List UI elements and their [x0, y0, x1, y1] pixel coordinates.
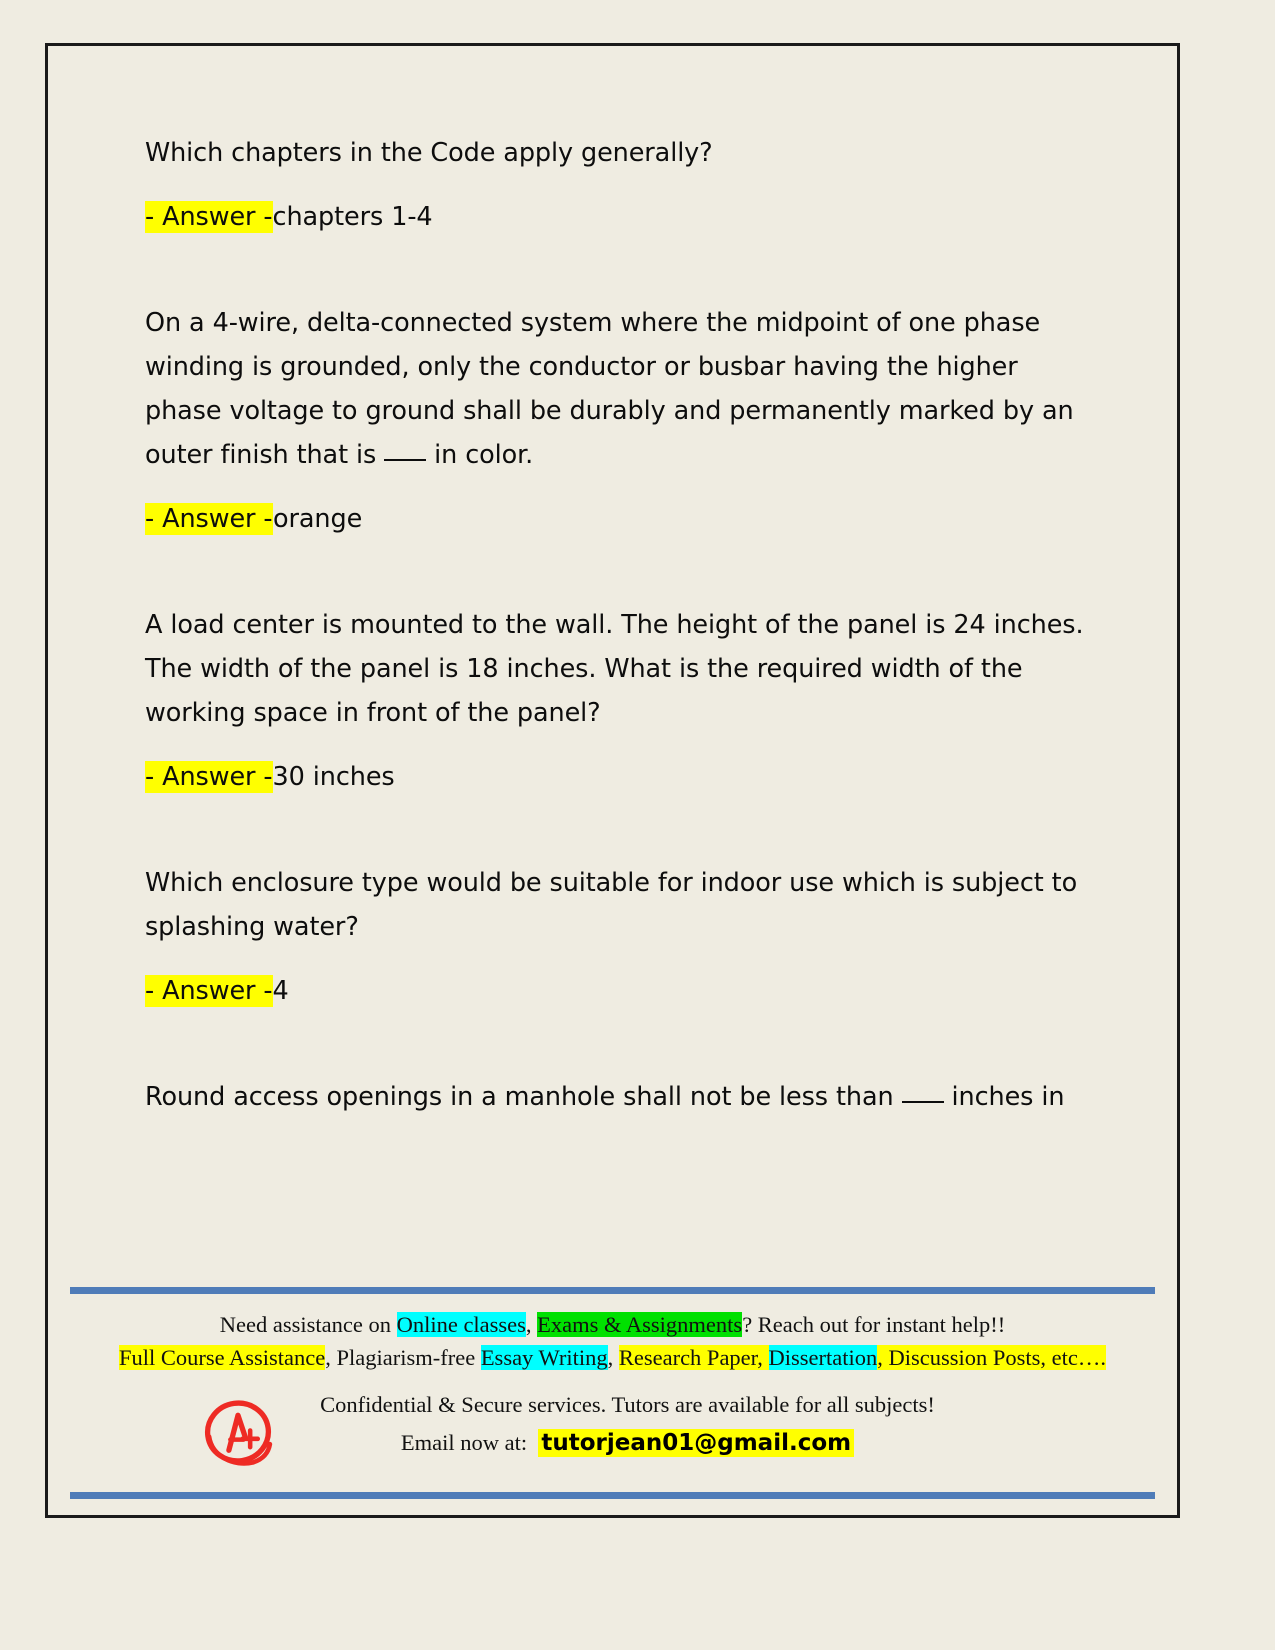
footer-promo-line-2 [70, 1341, 1155, 1374]
question-text [145, 1075, 1085, 1119]
promo-text-1b: , [525, 1312, 538, 1337]
promo-highlight-research-paper: Research Paper, [618, 1345, 769, 1370]
answer-text: 30 inches [272, 762, 395, 792]
answer-line [145, 755, 1085, 799]
qa-block [145, 301, 1085, 541]
qa-block [145, 131, 1085, 239]
question-text: Which chapters in the Code apply generally? [145, 138, 713, 168]
question-text: Which enclosure type would be suitable for indoor use which is subject to splashing water? [145, 868, 1078, 942]
question-text-part1: On a 4-wire, delta-connected system where the midpoint of one phase winding is grounded, only the conductor or busbar having the higher phase voltage to ground shall be durably and permanently marked by an outer finish that is [145, 308, 1074, 470]
footer-tagline: Confidential & Secure services. Tutors are available for all subjects! [320, 1392, 935, 1417]
fill-in-blank [902, 1101, 944, 1103]
document-page [45, 43, 1180, 1518]
answer-label: - Answer - [145, 504, 274, 534]
promo-text-1a: Need assistance on [219, 1312, 397, 1337]
answer-label: - Answer - [145, 202, 273, 232]
question-text: A load center is mounted to the wall. The height of the panel is 24 inches. The width of the panel is 18 inches. What is the required width of the working space in front of the panel? [145, 610, 1084, 728]
promo-highlight-online-classes: Online classes [396, 1312, 526, 1337]
qa-block [145, 603, 1085, 799]
qa-block [145, 861, 1085, 1013]
answer-label: - Answer - [145, 762, 273, 792]
question-text-part2: inches in [943, 1082, 1065, 1112]
footer-top-divider [70, 1287, 1155, 1294]
email-address[interactable]: tutorjean01@gmail.com [538, 1429, 854, 1457]
a-plus-logo-icon [200, 1394, 276, 1470]
promo-highlight-dissertation: Dissertation [768, 1345, 878, 1370]
question-text-part1: Round access openings in a manhole shall not be less than [145, 1082, 902, 1112]
question-text [145, 301, 1085, 477]
fill-in-blank [384, 459, 426, 461]
promo-highlight-discussion-posts: , Discussion Posts, etc…. [877, 1345, 1107, 1370]
question-text-part2: in color. [426, 440, 534, 470]
email-prefix-label: Email now at: [400, 1430, 528, 1455]
answer-line [145, 969, 1085, 1013]
answer-line [145, 497, 1085, 541]
qa-block [145, 1075, 1085, 1119]
promo-highlight-exams-assignments: Exams & Assignments [537, 1312, 743, 1337]
answer-text: orange [273, 504, 363, 534]
promo-text-2a: , Plagiarism-free [325, 1345, 481, 1370]
promo-text-1c: ? Reach out for instant help!! [742, 1312, 1006, 1337]
answer-line [145, 195, 1085, 239]
footer-bottom-divider [70, 1492, 1155, 1499]
answer-text: 4 [272, 976, 289, 1006]
footer-contact-area [70, 1388, 1155, 1484]
promo-text-2b: , [607, 1345, 619, 1370]
promo-highlight-full-course: Full Course Assistance [118, 1345, 326, 1370]
footer-promo-line-1 [70, 1308, 1155, 1341]
footer [70, 1287, 1155, 1499]
document-content [145, 131, 1085, 1119]
answer-label: - Answer - [145, 976, 273, 1006]
answer-text: chapters 1-4 [272, 202, 433, 232]
promo-highlight-essay-writing: Essay Writing [480, 1345, 608, 1370]
